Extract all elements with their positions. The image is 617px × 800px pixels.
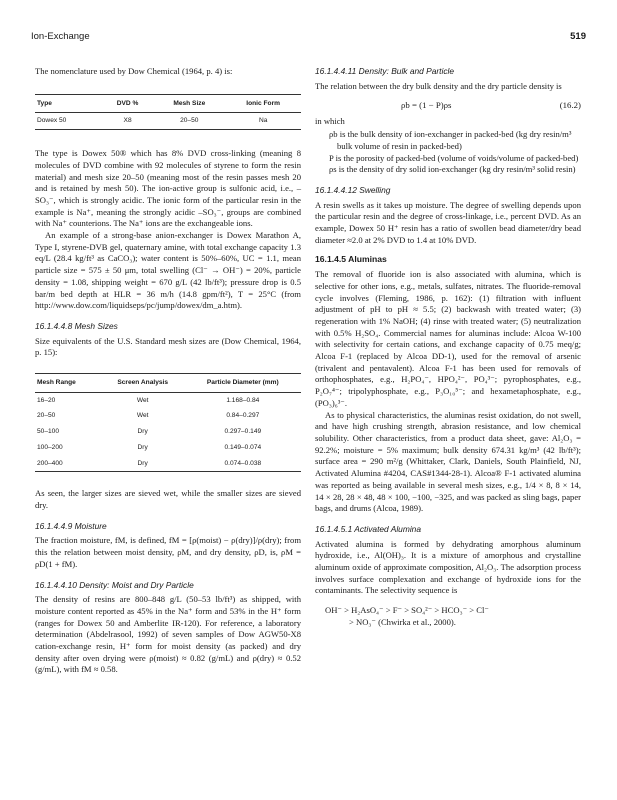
- left-column: [35, 66, 301, 676]
- definition-list: [325, 129, 581, 176]
- definition-item: P is the porosity of packed-bed (volume of voids/volume of packed-bed): [329, 152, 579, 163]
- table-header: Ionic Form: [225, 94, 301, 113]
- section-heading: 16.1.4.5 Aluminas: [315, 254, 387, 265]
- table-cell: Wet: [136, 396, 149, 404]
- table-header: Mesh Size: [153, 94, 225, 113]
- table-cell: 20–50: [153, 113, 225, 130]
- paragraph: As seen, the larger sizes are sieved wet, while the smaller sizes are sieved dry.: [35, 488, 301, 510]
- paragraph: An example of a strong-base anion-exchanger is Dowex Marathon A, Type I, styrene-DVB gel, quaternary amine, with total exchange capacity 1.3 eq/L (28.4 kg/ft³ as CaCO₃); water content is 50%–60%, UC = 1.1, mean particle size = 575 ± 50 μm, total swelling (Cl⁻ → OH⁻) = 20%, particle density = 1.08, shipping weight = 670 g/L (42 lb/ft³); pressure drop is 0.5 bar/m bed depth at HLR = 36 m/h (14.8 gpm/ft²), T = 25°C (from http://www.dow.com/liquidseps/pc/jump/dowex/dm_a.htm).: [35, 230, 301, 311]
- table-header: Screen Analysis: [101, 374, 185, 393]
- table-cell: Dry: [137, 443, 148, 451]
- paragraph: As to physical characteristics, the aluminas resist oxidation, do not swell, and have high crushing strength, abrasion resistance, and low chemical solubility. Other characteristics, from a product data sheet, gave: Al₂O₃ = 92.2%; moisture = 5% maximum; bulk density 674.31 kg/m³ (42 lb/ft³); surface area = 290 m²/g (Whittaker, Clark, Daniels, South Plainfield, NJ, Activated Alumina #4204, CAS#1344-28-1). Alcoa® F-1 activated alumina was reported as being available in several mesh sizes, e.g., 1/4 × 8, 8 × 14, 14 × 28, 28 × 48, 48 × 100, −100, −325, and was packed as sling bags, paper bags, and drums (Alcoa, 1989).: [315, 409, 581, 514]
- table-cell: Dry: [137, 428, 148, 436]
- section-heading: 16.1.4.4.8 Mesh Sizes: [35, 320, 118, 331]
- paragraph: A resin swells as it takes up moisture. The degree of swelling depends upon the particular resin and the degree of cross-linkage, i.e., percent DVD. As an example, Dowex 50 H⁺ resin has a ratio of swollen bead diameter/dry bead diameter ≈2.0 at 2% DVD to 1.4 at 10% DVD.: [315, 199, 581, 245]
- selectivity-sequence: [325, 604, 581, 628]
- table-cell: 200–400: [35, 456, 101, 472]
- sequence-line: > NO₃⁻ (Chwirka et al., 2000).: [349, 617, 456, 628]
- section-heading: 16.1.4.4.12 Swelling: [315, 184, 391, 195]
- running-header: [31, 31, 586, 45]
- table-cell: Na: [225, 113, 301, 130]
- paragraph: The fraction moisture, fM, is defined, fM = [ρ(moist) − ρ(dry)]/ρ(dry); from this the relation between moist density, ρM, and dry density, ρD, is, ρM = ρD(1 + fM).: [35, 535, 301, 569]
- definition-item: ρs is the density of dry solid ion-exchanger (kg dry resin/m³ solid resin): [329, 164, 576, 175]
- equation: [315, 98, 581, 114]
- paragraph: Size equivalents of the U.S. Standard mesh sizes are (Dow Chemical, 1964, p. 15):: [35, 335, 301, 358]
- paragraph: The relation between the dry bulk density and the dry particle density is: [315, 80, 562, 91]
- table-header: Type: [35, 94, 102, 113]
- table-cell: 0.84–0.297: [226, 412, 260, 420]
- section-heading: 16.1.4.5.1 Activated Alumina: [315, 523, 421, 534]
- nomenclature-table: [35, 94, 301, 130]
- intro-text: The nomenclature used by Dow Chemical (1964, p. 4) is:: [35, 66, 233, 76]
- equation-body: ρb = (1 − P)ρs: [401, 100, 452, 111]
- paragraph: The removal of fluoride ion is also associated with alumina, which is selective for other ions, e.g., metals, sulfates, nitrates. The fluoride-removal cycle involves (Fleming, 1986, p. 162): (1) filtration with influent adjustment of pH to pH ≈ 5.5; (2) backwash with treated water; (3) regeneration with 1% NaOH; (4) rinse with treated water; (5) neutralization with 0.5% H₂SO₄. Commercial names for aluminas include: Alcoa W-100 with selectivity for certain cations, and exchange capacity of 0.75 meq/g; Alcoa F-1 (replaced by Alcoa DD-1), used for the removal of arsenic (trivalent and pentavalent). Alcoa F-1 has been used for removals of orthophosphates, e.g., H₂PO₄⁻, HPO₄²⁻, PO₄³⁻; pyrophosphates, e.g., P₂O₇⁴⁻; tripolyphosphate, e.g., P₃O₁₀⁵⁻; and hexametaphosphate, e.g., (PO₃)₆³⁻.: [315, 269, 581, 408]
- table-row: [35, 440, 301, 456]
- section-heading: 16.1.4.4.9 Moisture: [35, 520, 107, 531]
- table-cell: 100–200: [37, 443, 63, 451]
- table-header: Particle Diameter (mm): [185, 374, 301, 393]
- table-cell: 1.168–0.84: [226, 396, 260, 404]
- section-heading: 16.1.4.4.10 Density: Moist and Dry Particle: [35, 579, 194, 590]
- table-cell: Dowex 50: [35, 113, 102, 130]
- paragraph: The type is Dowex 50® which has 8% DVD cross-linking (meaning 8 molecules of DVD combine with 92 molecules of styrene to form the resin material) and mesh size 20–50 (meaning most of the resin passes mesh 20 and is retained by mesh 50). The ion-active group is sulfonic acid, i.e., –SO₃⁻, which is strongly acidic. The ionic form of the particular resin in the example is Na⁺, meaning the strongly acidic –SO₃⁻, groups are combined with Na⁺ counterions. The Na⁺ ions are the exchangeable ions.: [35, 148, 301, 229]
- definition-item: ρb is the bulk density of ion-exchanger in packed-bed (kg dry resin/m³ bulk volume of resin in packed-bed): [329, 129, 572, 151]
- table-cell: Wet: [136, 412, 149, 420]
- running-title: Ion-Exchange: [31, 31, 90, 42]
- table-row: [35, 392, 301, 408]
- table-row: [35, 456, 301, 472]
- table-cell: X8: [102, 113, 153, 130]
- paragraph: The density of resins are 800–848 g/L (50–53 lb/ft³) as shipped, with moisture content reported as 45% in the Na⁺ form and 53% in the H⁺ form (ranges for Dowex 50 and Amberlite IR-120). For reference, a laboratory determination (Abdelrasool, 1992) of seven samples of Dow AGW50-X8 cation-exchange resin, H⁺ form for moist density (as packed) and dry density after oven drying were ρ(moist) ≈ 0.82 (g/mL) and ρ(dry) ≈ 0.52 (g/mL), with fM ≈ 0.58.: [35, 594, 301, 675]
- table-cell: 0.297–0.149: [224, 428, 262, 436]
- mesh-size-table: [35, 373, 301, 472]
- table-row: [35, 424, 301, 440]
- in-which-text: in which: [315, 116, 345, 127]
- page-number: 519: [570, 31, 586, 42]
- table-cell: 16–20: [37, 396, 56, 404]
- right-column: [315, 66, 581, 628]
- table-row: [35, 408, 301, 424]
- table-cell: Dry: [101, 456, 185, 472]
- equation-number: (16.2): [559, 100, 581, 111]
- section-heading: 16.1.4.4.11 Density: Bulk and Particle: [315, 66, 455, 76]
- table-header: DVD %: [102, 94, 153, 113]
- paragraph: Activated alumina is formed by dehydrating amorphous aluminum hydroxide, i.e., Al(OH)₃. It is a mixture of amorphous and crystalline aluminum oxide of approximate composition, Al₂O₃. The adsorption process involves surface complexation and exchange of hydroxide ions for the contaminants. The selectivity sequence is: [315, 538, 581, 596]
- table-cell: 50–100: [37, 428, 60, 436]
- table-cell: 0.074–0.038: [185, 456, 301, 472]
- table-header: Mesh Range: [35, 374, 101, 393]
- table-cell: 20–50: [37, 412, 56, 420]
- sequence-line: OH⁻ > H₂AsO₄⁻ > F⁻ > SO₄²⁻ > HCO₃⁻ > Cl⁻: [325, 605, 489, 616]
- table-cell: 0.149–0.074: [224, 443, 262, 451]
- table-row: [35, 113, 301, 130]
